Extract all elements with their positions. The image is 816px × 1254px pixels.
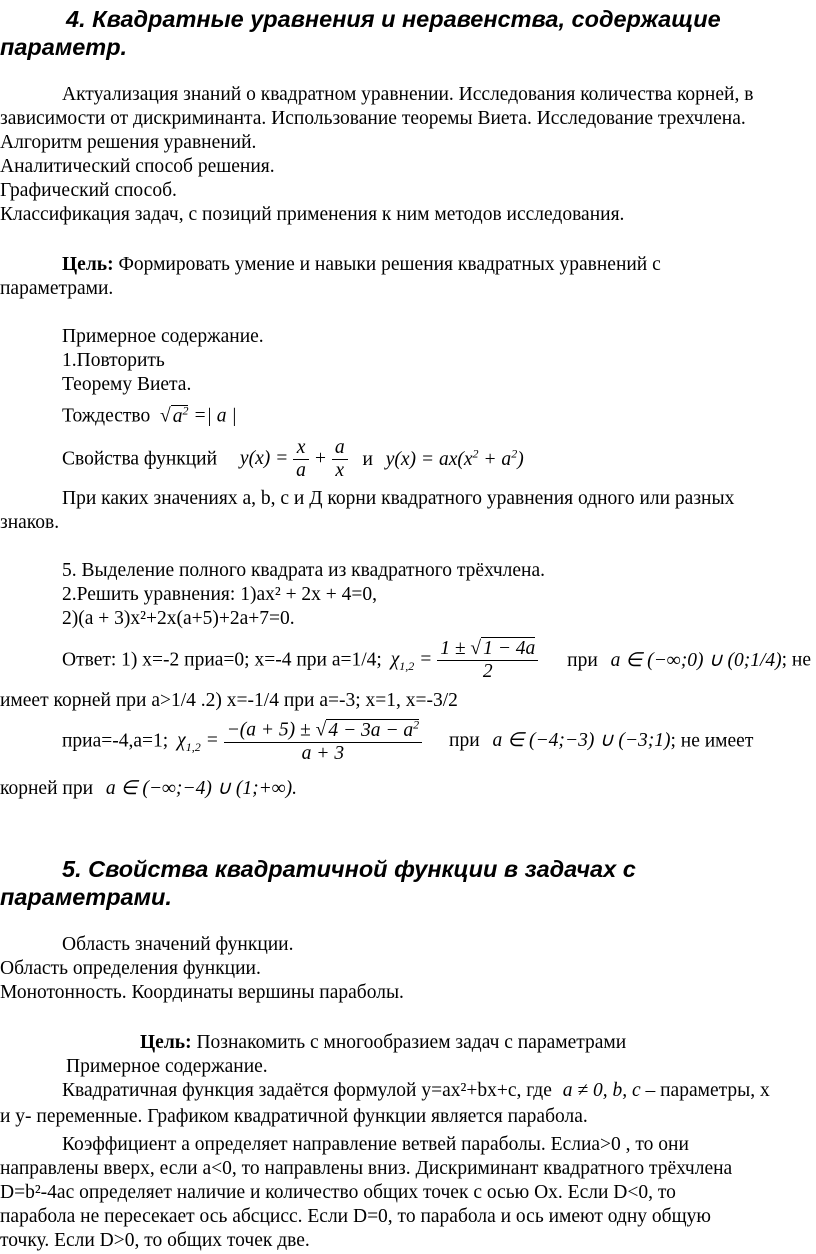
s4-text-line: Графический способ. [0,180,177,201]
s4-item-5: 5. Выделение полного квадрата из квадратного трёхчлена. [62,560,546,581]
s4-text-line: Актуализация знаний о квадратном уравнении. Исследования количества корней, в [62,84,754,105]
s5-text-line: Коэффициент a определяет направление ветвей параболы. Еслиa>0 , то они [62,1134,689,1155]
answer-text: корней при [0,778,94,799]
goal-text: Формировать умение и навыки решения квадратных уравнений с [113,254,661,275]
answer-when: при [449,730,480,752]
s4-text-line: Аналитический способ решения. [0,156,275,177]
props-and: и [362,448,373,470]
s4-text-line: Алгоритм решения уравнений. [0,132,257,153]
props-label: Свойства функций [62,448,218,470]
goal-label: Цель: [62,254,114,275]
s5-text-line: парабола не пересекает ось абсцисс. Если D=0, то парабола и ось имеют одну общую [0,1206,711,1227]
goal-text: Познакомить с многообразием задач с параметрами [191,1032,627,1053]
answer-when: при [567,649,598,671]
answer-text: Ответ: 1) х=-2 приa=0; х=-4 при a=1/4; [62,649,382,671]
s5-text-line: и у- переменные. Графиком квадратичной функции является парабола. [0,1106,588,1127]
s4-solve-line: 2)(a + 3)х²+2х(a+5)+2a+7=0. [62,608,295,629]
answer-text: приa=-4,a=1; [62,730,169,752]
s4-answer-3 [62,718,753,765]
section-5-title: 5. Свойства квадратичной функции в задачах с [62,856,636,882]
s5-text-line: Область определения функции. [0,958,261,979]
s5-text-line: направлены вверх, если a<0, то направлены вниз. Дискриминант квадратного трёхчлена [0,1158,733,1179]
interval-formula-1: a ∈ (−∞;0) ∪ (0;1/4) [610,649,782,671]
s4-content-title: Примерное содержание. [62,326,264,347]
s4-answer-4 [0,778,297,800]
goal-label: Цель: [140,1032,192,1053]
s4-question: При каких значениях a, b, c и Д корни квадратного уравнения одного или разных [62,488,735,509]
s4-function-props [62,437,524,483]
s5-goal [140,1032,626,1054]
section-4-title-cont: параметр. [0,34,128,60]
section-4-title: 4. Квадратные уравнения и неравенства, содержащие [66,6,721,32]
s5-text-line: Область значений функции. [62,934,294,955]
s5-text-line: D=b²-4ac определяет наличие и количество общих точек с осью Ох. Если D<0, то [0,1182,676,1203]
s4-goal [62,254,661,276]
interval-formula-2: a ∈ (−4;−3) ∪ (−3;1) [492,730,671,752]
function-formula-1: y(x) = $\frac{x}{a}$ + $\frac{a}{x}$ [240,448,353,469]
root-formula-1: $\chi_{1,2}$ = $\frac{1 \pm √ 1 - 4a}{2}$ [391,649,543,670]
root-formula-2: $\chi_{1,2}$ = $\frac{-(a + 5) \pm √ 4 - 3a - a^2}{a + 3}$ [177,730,427,751]
s4-text-line: Классификация задач, с позиций применения к ним методов исследования. [0,204,625,225]
interval-formula-3: a ∈ (−∞;−4) ∪ (1;+∞). [105,778,298,799]
s4-content-item: Теорему Виета. [62,374,192,395]
s4-question-cont: знаков. [0,512,60,533]
s4-goal-cont: параметрами. [0,278,114,299]
section-5-title-cont: параметрами. [0,884,172,910]
s4-identity [62,404,237,428]
s5-text-line [62,1080,770,1102]
sqrt-formula: √ $a^2$ [155,403,189,427]
s4-solve-line: 2.Решить уравнения: 1)aх² + 2х + 4=0, [62,584,378,605]
s4-content-item: 1.Повторить [62,350,165,371]
answer-tail: ; не имеет [670,730,754,752]
s4-text-line: зависимости от дискриминанта. Использование теоремы Виета. Исследование трехчлена. [0,108,746,129]
function-formula-2: $y(x) = ax(x^2 + a^2)$ [385,446,524,471]
s4-answer-2: имеет корней при a>1/4 .2) х=-1/4 при a=-3; х=1, х=-3/2 [0,690,458,711]
s4-answer-1 [62,638,811,684]
identity-label: Тождество [62,405,151,427]
quad-function-tail: – параметры, х [645,1080,770,1101]
answer-tail: ; не [781,649,812,671]
s5-content-title: Примерное содержание. [66,1056,268,1077]
s5-text-line: точку. Если D>0, то общих точек две. [0,1230,310,1251]
s5-text-line: Монотонность. Координаты вершины параболы. [0,982,404,1003]
param-formula: a ≠ 0, b, c [562,1080,641,1101]
identity-rhs: =| a | [193,405,237,427]
quad-function-text: Квадратичная функция задаётся формулой y=aх²+bх+c, где [62,1080,552,1101]
